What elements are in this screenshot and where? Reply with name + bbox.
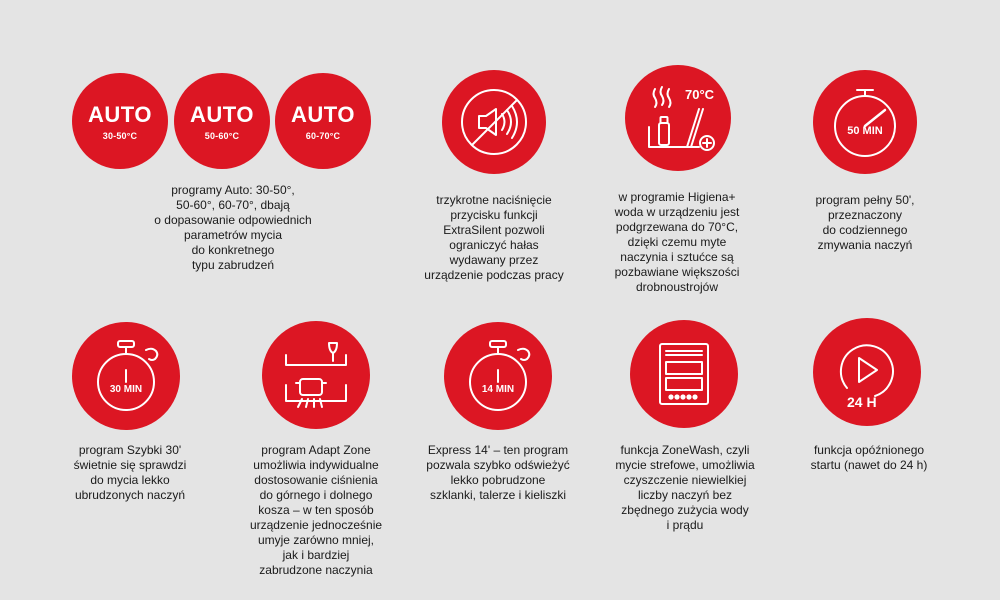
caption-line: ubrudzonych naczyń (74, 488, 186, 502)
caption-line: liczby naczyń bez (637, 488, 733, 502)
caption-line: funkcja ZoneWash, czyli (620, 443, 750, 457)
delay-start-badge (813, 318, 921, 426)
auto-caption (143, 183, 323, 273)
program-50-min-label: 50 MIN (847, 125, 883, 137)
caption-line: ograniczyć hałas (449, 238, 539, 252)
caption-line: 50-60°, 60-70°, dbają (176, 198, 290, 212)
auto-label: AUTO (88, 102, 152, 127)
caption-line: czyszczenie niewielkiej (623, 473, 747, 487)
auto-50-60-badge (174, 73, 270, 169)
caption-line: kosza – w ten sposób (258, 503, 374, 517)
auto-60-70-badge (275, 73, 371, 169)
caption-line: zmywania naczyń (817, 238, 913, 252)
caption-line: do górnego i dolnego (259, 488, 373, 502)
extrasilent-caption (409, 193, 579, 283)
caption-line: i prądu (666, 518, 704, 532)
caption-line: świetnie się sprawdzi (73, 458, 187, 472)
auto-temp-label: 60-70°C (305, 131, 341, 141)
hygiene-caption (592, 190, 762, 295)
caption-line: do mycia lekko (90, 473, 170, 487)
hygiene-icon (625, 65, 731, 171)
adapt-zone-caption (231, 443, 401, 578)
caption-line: Express 14' – ten program (427, 443, 569, 457)
caption-line: jak i bardziej (282, 548, 350, 562)
program-50-min-badge (813, 70, 917, 174)
caption-line: dzięki czemu myte (627, 235, 727, 249)
caption-line: do codziennego (822, 223, 908, 237)
auto-30-50-badge (72, 73, 168, 169)
caption-line: programy Auto: 30-50°, (171, 183, 295, 197)
program-14-min-label: 14 MIN (481, 384, 515, 395)
express-caption (408, 443, 588, 503)
caption-line: wydawany przez (449, 253, 539, 267)
program-14-min-badge (444, 322, 552, 430)
caption-line: przeznaczony (827, 208, 903, 222)
caption-line: lekko pobrudzone (450, 473, 546, 487)
caption-line: pozbawiane większości (614, 265, 740, 279)
hygiene-temp-label: 70°C (685, 87, 715, 102)
extrasilent-badge (442, 70, 546, 174)
delay-start-label: 24 H (847, 394, 877, 410)
caption-line: drobnoustrojów (635, 280, 719, 294)
program-50-min-caption (780, 193, 950, 253)
program-30-min-badge (72, 322, 180, 430)
caption-line: mycie strefowe, umożliwia (615, 458, 755, 472)
caption-line: zabrudzone naczynia (259, 563, 373, 577)
caption-line: dostosowanie ciśnienia (254, 473, 378, 487)
speaker-muted-icon (442, 70, 546, 174)
auto-label: AUTO (190, 102, 254, 127)
adapt-zone-badge (262, 321, 370, 429)
auto-temp-label: 50-60°C (204, 131, 240, 141)
hygiene-badge (625, 65, 731, 171)
program-30-min-label: 30 MIN (109, 384, 143, 395)
caption-line: trzykrotne naciśnięcie (436, 193, 552, 207)
delay-start-caption (784, 443, 954, 473)
caption-line: naczynia i sztućce są (620, 250, 734, 264)
caption-line: szklanki, talerze i kieliszki (429, 488, 567, 502)
caption-line: program pełny 50', (815, 193, 915, 207)
caption-line: przycisku funkcji (450, 208, 538, 222)
caption-line: w programie Higiena+ (618, 190, 736, 204)
caption-line: program Adapt Zone (261, 443, 371, 457)
caption-line: startu (nawet do 24 h) (810, 458, 928, 472)
caption-line: pozwala szybko odświeżyć (426, 458, 570, 472)
caption-line: typu zabrudzeń (191, 258, 275, 272)
zone-wash-caption (595, 443, 775, 533)
zone-wash-icon (630, 320, 738, 428)
zone-wash-badge (630, 320, 738, 428)
adapt-zone-icon (262, 321, 370, 429)
stopwatch-icon (72, 322, 180, 430)
caption-line: program Szybki 30' (78, 443, 182, 457)
caption-line: o dopasowanie odpowiednich (154, 213, 312, 227)
caption-line: umyje zarówno mniej, (257, 533, 375, 547)
auto-label: AUTO (291, 102, 355, 127)
caption-line: zbędnego zużycia wody (621, 503, 749, 517)
caption-line: urządzenie podczas pracy (424, 268, 564, 282)
stopwatch-icon (444, 322, 552, 430)
caption-line: funkcja opóźnionego (813, 443, 925, 457)
caption-line: parametrów mycia (183, 228, 283, 242)
caption-line: ExtraSilent pozwoli (443, 223, 545, 237)
caption-line: podgrzewana do 70°C, (615, 220, 739, 234)
caption-line: umożliwia indywidualne (253, 458, 379, 472)
auto-temp-label: 30-50°C (102, 131, 138, 141)
caption-line: do konkretnego (191, 243, 275, 257)
dial-icon (813, 70, 917, 174)
program-30-min-caption (45, 443, 215, 503)
caption-line: woda w urządzeniu jest (614, 205, 740, 219)
caption-line: urządzenie jednocześnie (249, 518, 383, 532)
